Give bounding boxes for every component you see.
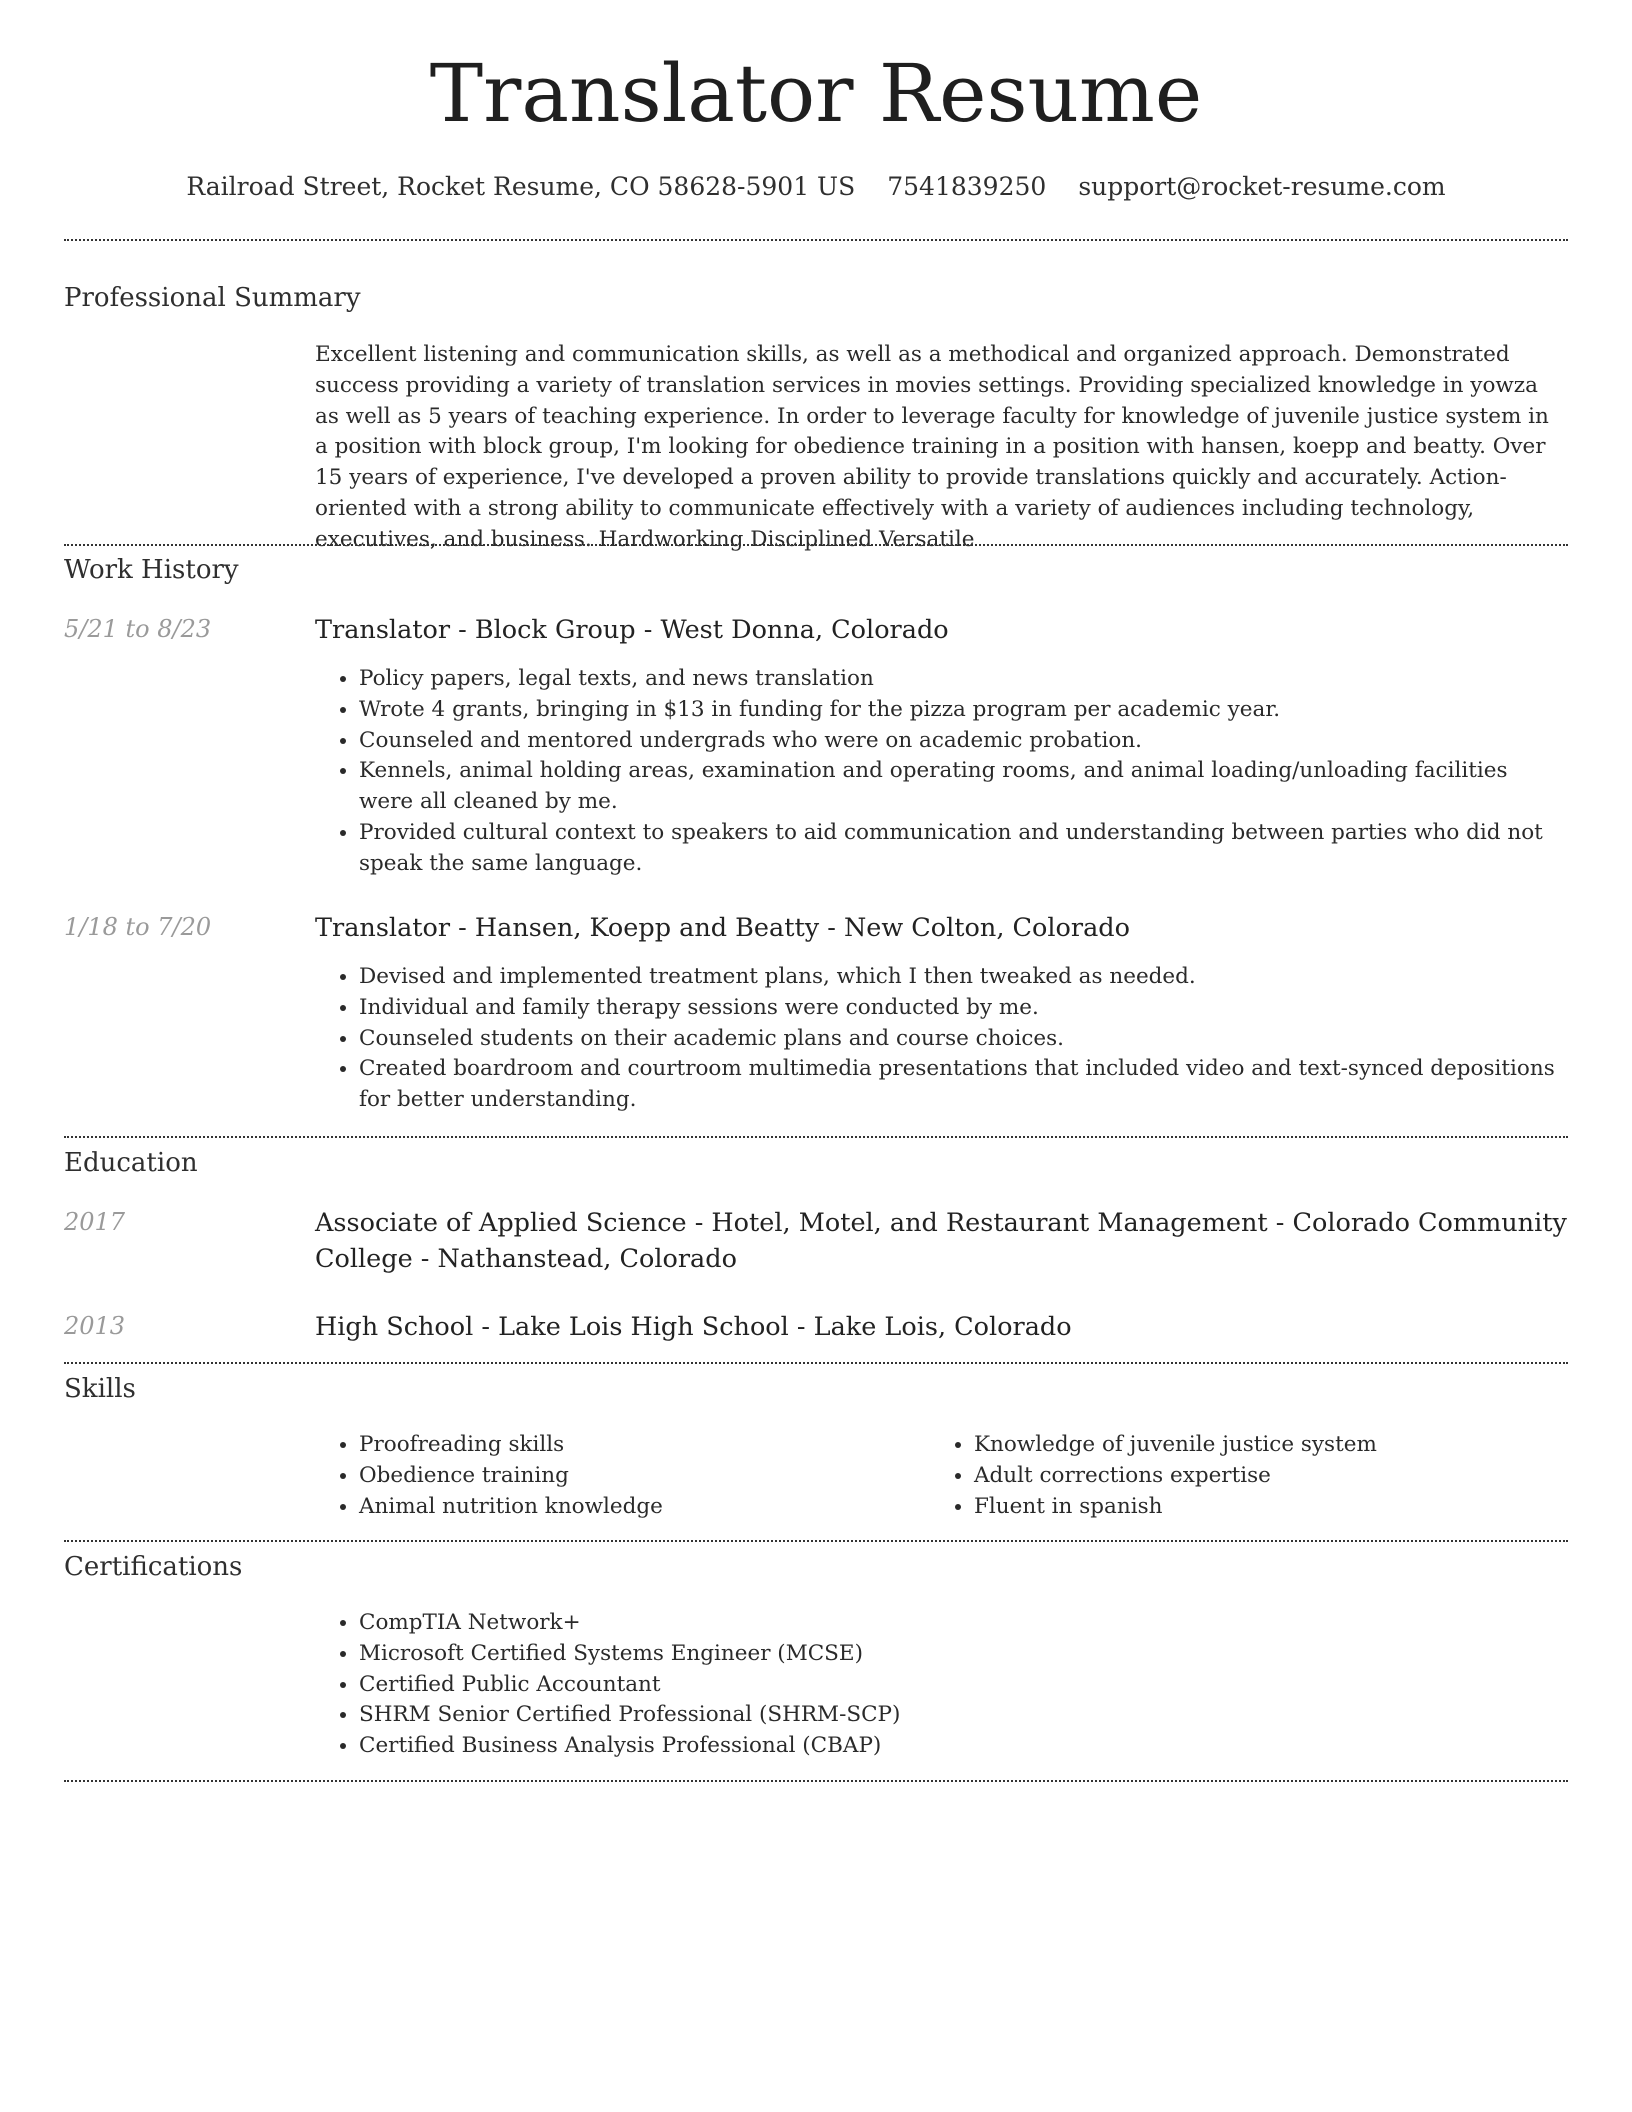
contact-email[interactable]: support@rocket-resume.com — [1078, 172, 1446, 201]
divider — [64, 544, 1568, 546]
skills-list-right — [930, 1430, 1568, 1522]
list-item: • Policy papers, legal texts, and news translation — [359, 664, 1567, 695]
list-item: • Proofreading skills — [359, 1430, 929, 1461]
list-item: • Kennels, animal holding areas, examination and operating rooms, and animal loading/unloading facilities were all cleaned by me. — [359, 756, 1567, 818]
job-bullets — [315, 962, 1567, 1116]
list-item: • Created boardroom and courtroom multimedia presentations that included video and text-synced depositions for better understanding. — [359, 1054, 1567, 1116]
list-item: • Devised and implemented treatment plans, which I then tweaked as needed. — [359, 962, 1567, 993]
job-dates: 1/18 to 7/20 — [64, 913, 212, 941]
contact-phone: 7541839250 — [887, 172, 1047, 201]
divider — [64, 1540, 1568, 1542]
list-item: • Counseled and mentored undergrads who were on academic probation. — [359, 726, 1567, 757]
list-item: • Obedience training — [359, 1461, 929, 1492]
summary-text: Excellent listening and communication skills, as well as a methodical and organized approach. Demonstrated success providing a variety of translation services in movies settings. Providing specialized knowledge in yowza as well as 5 years of teaching experience. In order to leverage faculty for knowledge of juvenile justice system in a position with block group, I'm looking for obedience training in a position with hansen, koepp and beatty. Over 15 years of experience, I've developed a proven ability to provide translations quickly and accurately. Action-oriented with a strong ability to communicate effectively with a variety of audiences including technology, executives, and business. Hardworking Disciplined Versatile — [315, 342, 1549, 552]
section-heading-education: Education — [64, 1148, 198, 1178]
divider — [64, 1136, 1568, 1138]
list-item: • Provided cultural context to speakers to aid communication and understanding between parties who did not speak the same language. — [359, 818, 1567, 880]
skills-list-left — [315, 1430, 929, 1522]
list-item: • CompTIA Network+ — [359, 1608, 1567, 1639]
list-item: • Certified Business Analysis Professional (CBAP) — [359, 1731, 1567, 1762]
education-year: 2013 — [64, 1312, 126, 1340]
job-dates: 5/21 to 8/23 — [64, 615, 212, 643]
section-heading-summary: Professional Summary — [64, 283, 361, 313]
resume-title: Translator Resume — [429, 47, 1203, 140]
list-item: • Adult corrections expertise — [974, 1461, 1568, 1492]
list-item: • SHRM Senior Certified Professional (SHRM-SCP) — [359, 1700, 1567, 1731]
section-heading-work: Work History — [64, 555, 239, 585]
list-item: • Certified Public Accountant — [359, 1670, 1567, 1701]
education-title: High School - Lake Lois High School - Lake Lois, Colorado — [315, 1312, 1072, 1342]
list-item: • Knowledge of juvenile justice system — [974, 1430, 1568, 1461]
contact-line — [0, 172, 1632, 201]
contact-address: Railroad Street, Rocket Resume, CO 58628-5901 US — [186, 172, 856, 201]
list-item: • Fluent in spanish — [974, 1492, 1568, 1523]
job-title: Translator - Hansen, Koepp and Beatty - New Colton, Colorado — [315, 913, 1130, 943]
list-item: • Individual and family therapy sessions were conducted by me. — [359, 993, 1567, 1024]
list-item: • Animal nutrition knowledge — [359, 1492, 929, 1523]
section-heading-skills: Skills — [64, 1374, 136, 1404]
education-title: Associate of Applied Science - Hotel, Motel, and Restaurant Management - Colorado Community College - Nathanstead, Colorado — [315, 1208, 1567, 1274]
divider — [64, 1780, 1568, 1782]
education-year: 2017 — [64, 1208, 126, 1236]
list-item: • Microsoft Certified Systems Engineer (MCSE) — [359, 1639, 1567, 1670]
certifications-list — [315, 1608, 1567, 1762]
section-heading-certifications: Certifications — [64, 1552, 243, 1582]
divider — [64, 239, 1568, 241]
list-item: • Counseled students on their academic plans and course choices. — [359, 1024, 1567, 1055]
job-bullets — [315, 664, 1567, 880]
job-title: Translator - Block Group - West Donna, Colorado — [315, 615, 949, 645]
divider — [64, 1362, 1568, 1364]
list-item: • Wrote 4 grants, bringing in $13 in funding for the pizza program per academic year. — [359, 695, 1567, 726]
